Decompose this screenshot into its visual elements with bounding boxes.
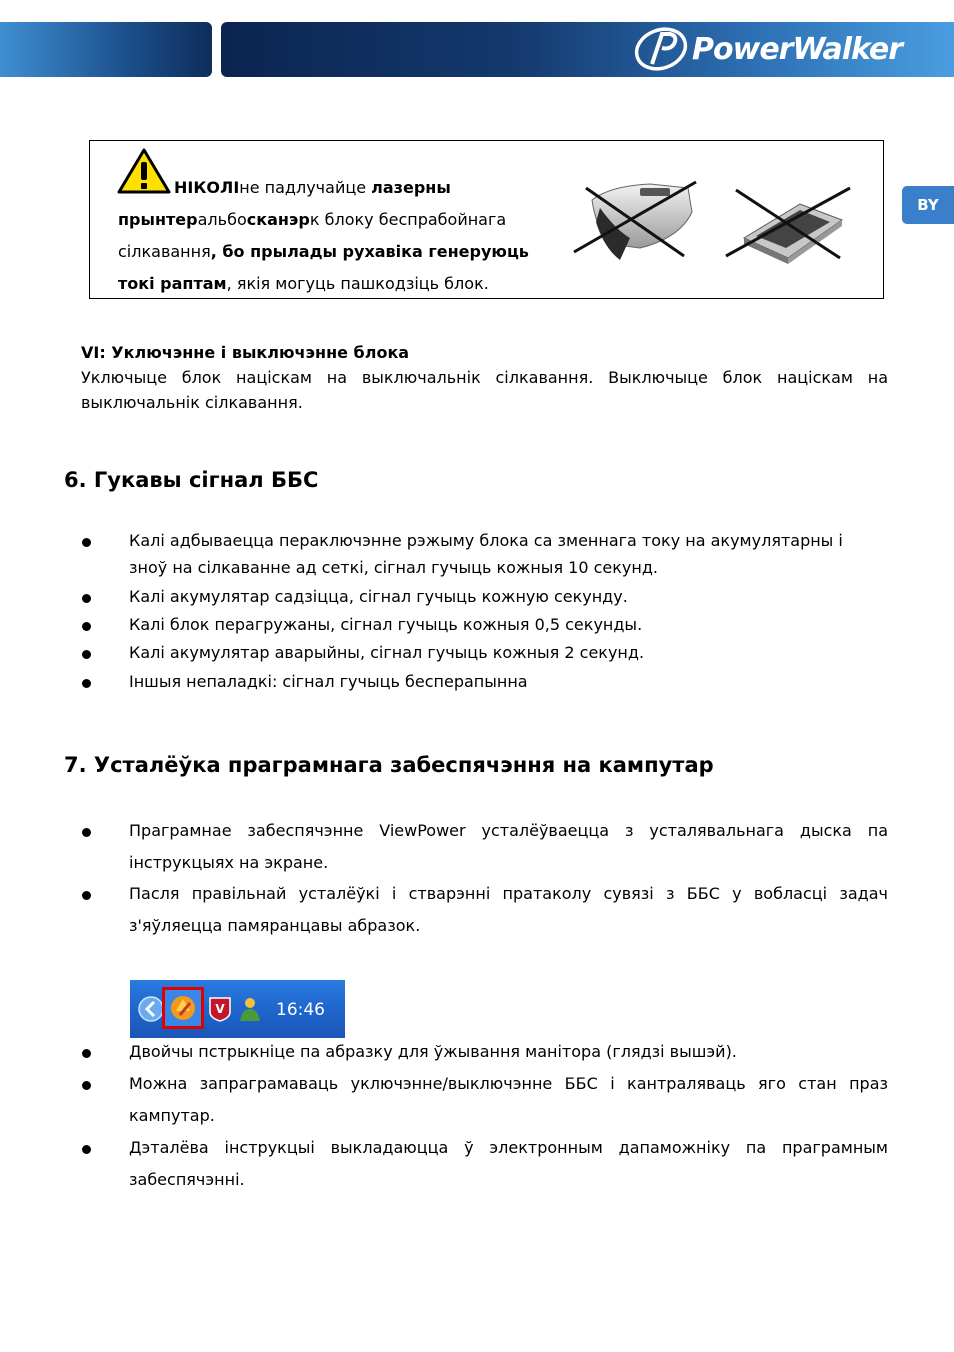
warning-text-segment: , якія могуць пашкодзіць блок. xyxy=(226,274,489,293)
warning-text-segment: не падлучайце xyxy=(239,178,372,197)
warning-line xyxy=(118,210,506,229)
list-item: Пасля правільнай усталёўкі і стварэнні пратаколу сувязі з ББС у вобласці задач xyxy=(129,884,888,903)
tray-clock: 16:46 xyxy=(276,1000,325,1020)
powerwalker-logo-icon xyxy=(632,26,690,72)
svg-text:V: V xyxy=(215,1002,225,1016)
printer-crossed-icon xyxy=(570,178,700,264)
bullet-icon xyxy=(82,891,91,900)
warning-emphasis: сканэр xyxy=(246,210,310,229)
ups-tray-icon[interactable] xyxy=(168,993,198,1023)
bullet-icon xyxy=(82,828,91,837)
brand-name: PowerWalker xyxy=(692,31,903,67)
bullet-icon xyxy=(82,594,91,603)
warning-text-segment: к блоку беспрабойнага xyxy=(309,210,507,229)
bullet-icon xyxy=(82,538,91,547)
warning-emphasis: , бо прылады рухавіка генеруюць xyxy=(210,242,529,261)
language-tab-by[interactable]: BY xyxy=(902,186,954,224)
list-item: Іншыя непаладкі: сігнал гучыць бесперапынна xyxy=(129,672,528,691)
warning-line xyxy=(118,274,489,293)
list-item: Калі адбываецца пераключэнне рэжыму блока са зменнага току на акумулятарны і xyxy=(129,531,843,550)
bullet-icon xyxy=(82,679,91,688)
section6-title: 6. Гукавы сігнал ББС xyxy=(64,468,319,492)
warning-emphasis: НІКОЛІ xyxy=(174,178,240,197)
warning-text-segment: альбо xyxy=(197,210,247,229)
section7-title: 7. Усталёўка праграмнага забеспячэння на кампутар xyxy=(64,753,714,777)
section-vi-line1: Уключыце блок націскам на выключальнік сілкавання. Выключыце блок націскам на xyxy=(81,368,888,387)
bullet-icon xyxy=(82,1049,91,1058)
scanner-crossed-icon xyxy=(722,186,854,266)
network-user-icon[interactable] xyxy=(236,996,264,1022)
warning-emphasis: прынтер xyxy=(118,210,198,229)
warning-line xyxy=(174,178,451,197)
list-item: Праграмнае забеспячэнне ViewPower усталёўваецца з усталявальнага дыска па xyxy=(129,821,888,840)
list-item: Двойчы пстрыкніце па абразку для ўжывання манітора (глядзі вышэй). xyxy=(129,1042,737,1061)
warning-emphasis: токі раптам xyxy=(118,274,227,293)
list-item: інструкцыях на экране. xyxy=(129,853,329,872)
section-vi-title: VI: Уключэнне і выключэнне блока xyxy=(81,343,410,362)
list-item: Калі акумулятар аварыйны, сігнал гучыць кожныя 2 секунд. xyxy=(129,643,645,662)
list-item: Калі блок перагружаны, сігнал гучыць кожныя 0,5 секунды. xyxy=(129,615,643,634)
list-item: з'яўляецца памяранцавы абразок. xyxy=(129,916,421,935)
warning-emphasis: лазерны xyxy=(371,178,451,197)
system-tray xyxy=(130,980,345,1038)
list-item: кампутар. xyxy=(129,1106,215,1125)
bullet-icon xyxy=(82,1145,91,1154)
warning-text-segment: сілкавання xyxy=(118,242,211,261)
warning-icon xyxy=(116,147,172,195)
bullet-icon xyxy=(82,622,91,631)
list-item: забеспячэнні. xyxy=(129,1170,245,1189)
list-item: Можна запраграмаваць уключэнне/выключэнне ББС і кантраляваць яго стан праз xyxy=(129,1074,888,1093)
warning-line xyxy=(118,242,529,261)
list-item: Дэталёва інструкцыі выкладаюцца ў электронным дапаможніку па праграмным xyxy=(129,1138,888,1157)
brand-logo xyxy=(632,26,902,72)
header-bar-left xyxy=(0,22,212,77)
bullet-icon xyxy=(82,1081,91,1090)
list-item: Калі акумулятар садзіцца, сігнал гучыць кожную секунду. xyxy=(129,587,628,606)
list-item: зноў на сілкаванне ад сеткі, сігнал гучыць кожныя 10 секунд. xyxy=(129,558,658,577)
tray-arrow-icon[interactable] xyxy=(138,996,164,1022)
antivirus-icon[interactable] xyxy=(208,996,232,1022)
bullet-icon xyxy=(82,650,91,659)
section-vi-line2: выключальнік сілкавання. xyxy=(81,393,303,412)
